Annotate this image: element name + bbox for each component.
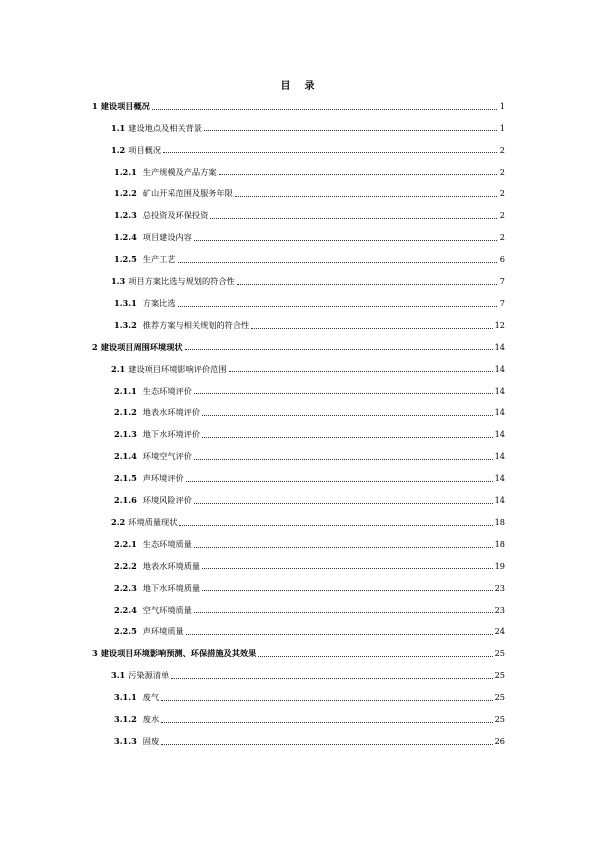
toc-entry[interactable] <box>114 730 505 752</box>
toc-entry-title: 声环境评价 <box>142 473 184 484</box>
toc-entry-title: 废气 <box>142 692 160 703</box>
toc-entry-title: 建设项目环境影响评价范围 <box>128 363 227 374</box>
toc-entry-title: 矿山开采范围及服务年限 <box>142 188 233 199</box>
dot-leader <box>202 568 492 569</box>
dot-leader <box>185 349 493 350</box>
toc-entry[interactable] <box>114 161 505 183</box>
toc-entry-page-number: 25 <box>494 714 505 725</box>
toc-entry-title: 地下水环境评价 <box>142 429 201 440</box>
toc-entry-number: 2.2 <box>111 516 126 527</box>
toc-entry-number: 2.2.4 <box>114 604 137 615</box>
toc-entry-page-number: 12 <box>494 319 505 330</box>
dot-leader <box>178 262 497 263</box>
toc-entry-page-number: 1 <box>499 122 505 133</box>
toc-entry-page-number: 2 <box>499 144 505 155</box>
dot-leader <box>179 525 492 526</box>
toc-entry-page-number: 24 <box>494 626 505 637</box>
toc-entry-number: 1.1 <box>111 122 126 133</box>
toc-entry-title: 生产工艺 <box>142 254 176 265</box>
page-title <box>0 77 595 92</box>
toc-entry-page-number: 2 <box>499 232 505 243</box>
toc-entry-title: 推荐方案与相关规划的符合性 <box>142 319 250 330</box>
toc-entry-title: 空气环境质量 <box>142 604 192 615</box>
dot-leader <box>202 437 492 438</box>
toc-entry-title: 生态环境质量 <box>142 538 192 549</box>
dot-leader <box>204 130 497 131</box>
dot-leader <box>210 218 497 219</box>
toc-entry-page-number: 6 <box>499 254 505 265</box>
toc-entry-page-number: 7 <box>499 276 505 287</box>
title-char-1: 目 <box>280 81 291 92</box>
toc-entry-page-number: 14 <box>494 473 505 484</box>
toc-entry-page-number: 18 <box>494 516 505 527</box>
toc-entry-title: 声环境质量 <box>142 626 184 637</box>
dot-leader <box>202 415 492 416</box>
toc-entry-number: 2.1.6 <box>114 495 137 506</box>
dot-leader <box>163 152 497 153</box>
dot-leader <box>171 678 492 679</box>
dot-leader <box>202 590 492 591</box>
toc-entry[interactable] <box>92 95 505 117</box>
toc-entry-number: 2.1 <box>111 363 126 374</box>
dot-leader <box>251 328 492 329</box>
toc-entry-page-number: 2 <box>499 188 505 199</box>
dot-leader <box>235 196 497 197</box>
toc-entry-number: 1.3.1 <box>114 297 137 308</box>
toc-entry-title: 固废 <box>142 735 160 746</box>
toc-entry[interactable] <box>111 664 505 686</box>
toc-entry-page-number: 1 <box>499 100 505 111</box>
toc-entry-number: 1.3.2 <box>114 319 137 330</box>
toc-entry-page-number: 25 <box>494 648 505 659</box>
toc-entry-title: 环境空气评价 <box>142 451 192 462</box>
toc-entry-title: 污染源清单 <box>128 670 170 681</box>
toc-entry-page-number: 25 <box>494 670 505 681</box>
toc-entry[interactable] <box>114 226 505 248</box>
toc-entry[interactable] <box>111 139 505 161</box>
toc-entry-page-number: 7 <box>499 297 505 308</box>
dot-leader <box>152 109 497 110</box>
toc-entry-title: 地表水环境质量 <box>142 560 201 571</box>
dot-leader <box>161 700 492 701</box>
toc-entry-title: 建设项目环境影响预测、环保措施及其效果 <box>100 648 257 659</box>
dot-leader <box>161 744 492 745</box>
toc-entry-number: 3.1.3 <box>114 735 137 746</box>
dot-leader <box>258 656 492 657</box>
toc-entry[interactable] <box>111 270 505 292</box>
dot-leader <box>194 459 493 460</box>
toc-entry[interactable] <box>114 686 505 708</box>
toc-entry-page-number: 14 <box>494 341 505 352</box>
toc-entry[interactable] <box>114 402 505 424</box>
toc-entry-number: 1.2.3 <box>114 210 137 221</box>
toc-entry-number: 2.1.5 <box>114 473 137 484</box>
toc-entry-number: 3.1 <box>111 670 126 681</box>
dot-leader <box>194 393 493 394</box>
toc-entry-page-number: 14 <box>494 407 505 418</box>
toc-entry-number: 3 <box>92 648 98 659</box>
toc-entry-title: 建设项目周围环境现状 <box>100 341 183 352</box>
dot-leader <box>178 306 497 307</box>
toc-entry-page-number: 14 <box>494 385 505 396</box>
toc-entry-number: 2 <box>92 341 98 352</box>
toc-entry-number: 2.2.5 <box>114 626 137 637</box>
dot-leader <box>194 547 493 548</box>
toc-entry-number: 1 <box>92 100 98 111</box>
toc-entry[interactable] <box>111 511 505 533</box>
toc-entry[interactable] <box>92 643 505 665</box>
dot-leader <box>194 240 497 241</box>
toc-entry[interactable] <box>114 577 505 599</box>
toc-entry[interactable] <box>114 205 505 227</box>
toc-entry[interactable] <box>114 445 505 467</box>
toc-entry-title: 项目概况 <box>128 144 162 155</box>
toc-entry-title: 地表水环境评价 <box>142 407 201 418</box>
title-char-2: 录 <box>304 81 315 92</box>
toc-entry[interactable] <box>114 533 505 555</box>
toc-entry-number: 1.2.1 <box>114 166 137 177</box>
toc-entry-title: 项目建设内容 <box>142 232 192 243</box>
toc-entry-number: 1.2.4 <box>114 232 137 243</box>
toc-entry-page-number: 2 <box>499 210 505 221</box>
toc-entry-title: 环境风险评价 <box>142 495 192 506</box>
dot-leader <box>229 371 493 372</box>
toc-entry[interactable] <box>114 708 505 730</box>
dot-leader <box>194 612 493 613</box>
toc-entry-number: 1.3 <box>111 276 126 287</box>
toc-entry-title: 建设项目概况 <box>100 100 150 111</box>
toc-entry[interactable] <box>114 248 505 270</box>
toc-entry-title: 生产规模及产品方案 <box>142 166 217 177</box>
toc-entry-page-number: 19 <box>494 560 505 571</box>
dot-leader <box>186 634 493 635</box>
dot-leader <box>194 503 493 504</box>
toc-entry-number: 1.2.5 <box>114 254 137 265</box>
toc-entry-page-number: 14 <box>494 363 505 374</box>
toc-entry-page-number: 26 <box>494 735 505 746</box>
toc-entry-title: 环境质量现状 <box>128 516 178 527</box>
toc-entry-page-number: 25 <box>494 692 505 703</box>
toc-entry-number: 2.1.4 <box>114 451 137 462</box>
toc-entry-title: 地下水环境质量 <box>142 582 201 593</box>
toc-entry-title: 建设地点及相关背景 <box>128 122 202 133</box>
toc-entry[interactable] <box>114 467 505 489</box>
toc-entry-number: 3.1.1 <box>114 692 137 703</box>
toc-entry[interactable] <box>92 336 505 358</box>
toc-entry-page-number: 14 <box>494 429 505 440</box>
toc-entry-number: 2.1.3 <box>114 429 137 440</box>
toc-entry[interactable] <box>114 424 505 446</box>
toc-entry-title: 总投资及环保投资 <box>142 210 209 221</box>
toc-entry-number: 3.1.2 <box>114 714 137 725</box>
toc-entry[interactable] <box>111 117 505 139</box>
toc-entry-number: 1.2 <box>111 144 126 155</box>
toc-entry[interactable] <box>111 358 505 380</box>
toc-entry[interactable] <box>114 380 505 402</box>
toc-entry-page-number: 14 <box>494 495 505 506</box>
toc-entry[interactable] <box>114 292 505 314</box>
toc-entry-page-number: 23 <box>494 582 505 593</box>
toc-entry-page-number: 23 <box>494 604 505 615</box>
toc-entry-number: 2.2.1 <box>114 538 137 549</box>
toc-entry-number: 2.1.1 <box>114 385 137 396</box>
dot-leader <box>237 284 497 285</box>
toc-entry-page-number: 2 <box>499 166 505 177</box>
toc-entry[interactable] <box>114 489 505 511</box>
toc-entry-number: 2.2.2 <box>114 560 137 571</box>
toc-entry-page-number: 14 <box>494 451 505 462</box>
toc-entry-title: 方案比选 <box>142 297 176 308</box>
toc-entry-number: 1.2.2 <box>114 188 137 199</box>
toc-entry[interactable] <box>114 555 505 577</box>
toc-entry[interactable] <box>114 314 505 336</box>
toc-entry-number: 2.2.3 <box>114 582 137 593</box>
dot-leader <box>161 722 492 723</box>
toc-entry-number: 2.1.2 <box>114 407 137 418</box>
toc-entry-page-number: 18 <box>494 538 505 549</box>
toc-entry-title: 项目方案比选与规划的符合性 <box>128 276 235 287</box>
toc-entry[interactable] <box>114 599 505 621</box>
toc-entry-title: 废水 <box>142 714 160 725</box>
toc-entry[interactable] <box>114 183 505 205</box>
toc-entry[interactable] <box>114 621 505 643</box>
dot-leader <box>186 481 493 482</box>
dot-leader <box>219 174 498 175</box>
toc-entry-title: 生态环境评价 <box>142 385 192 396</box>
